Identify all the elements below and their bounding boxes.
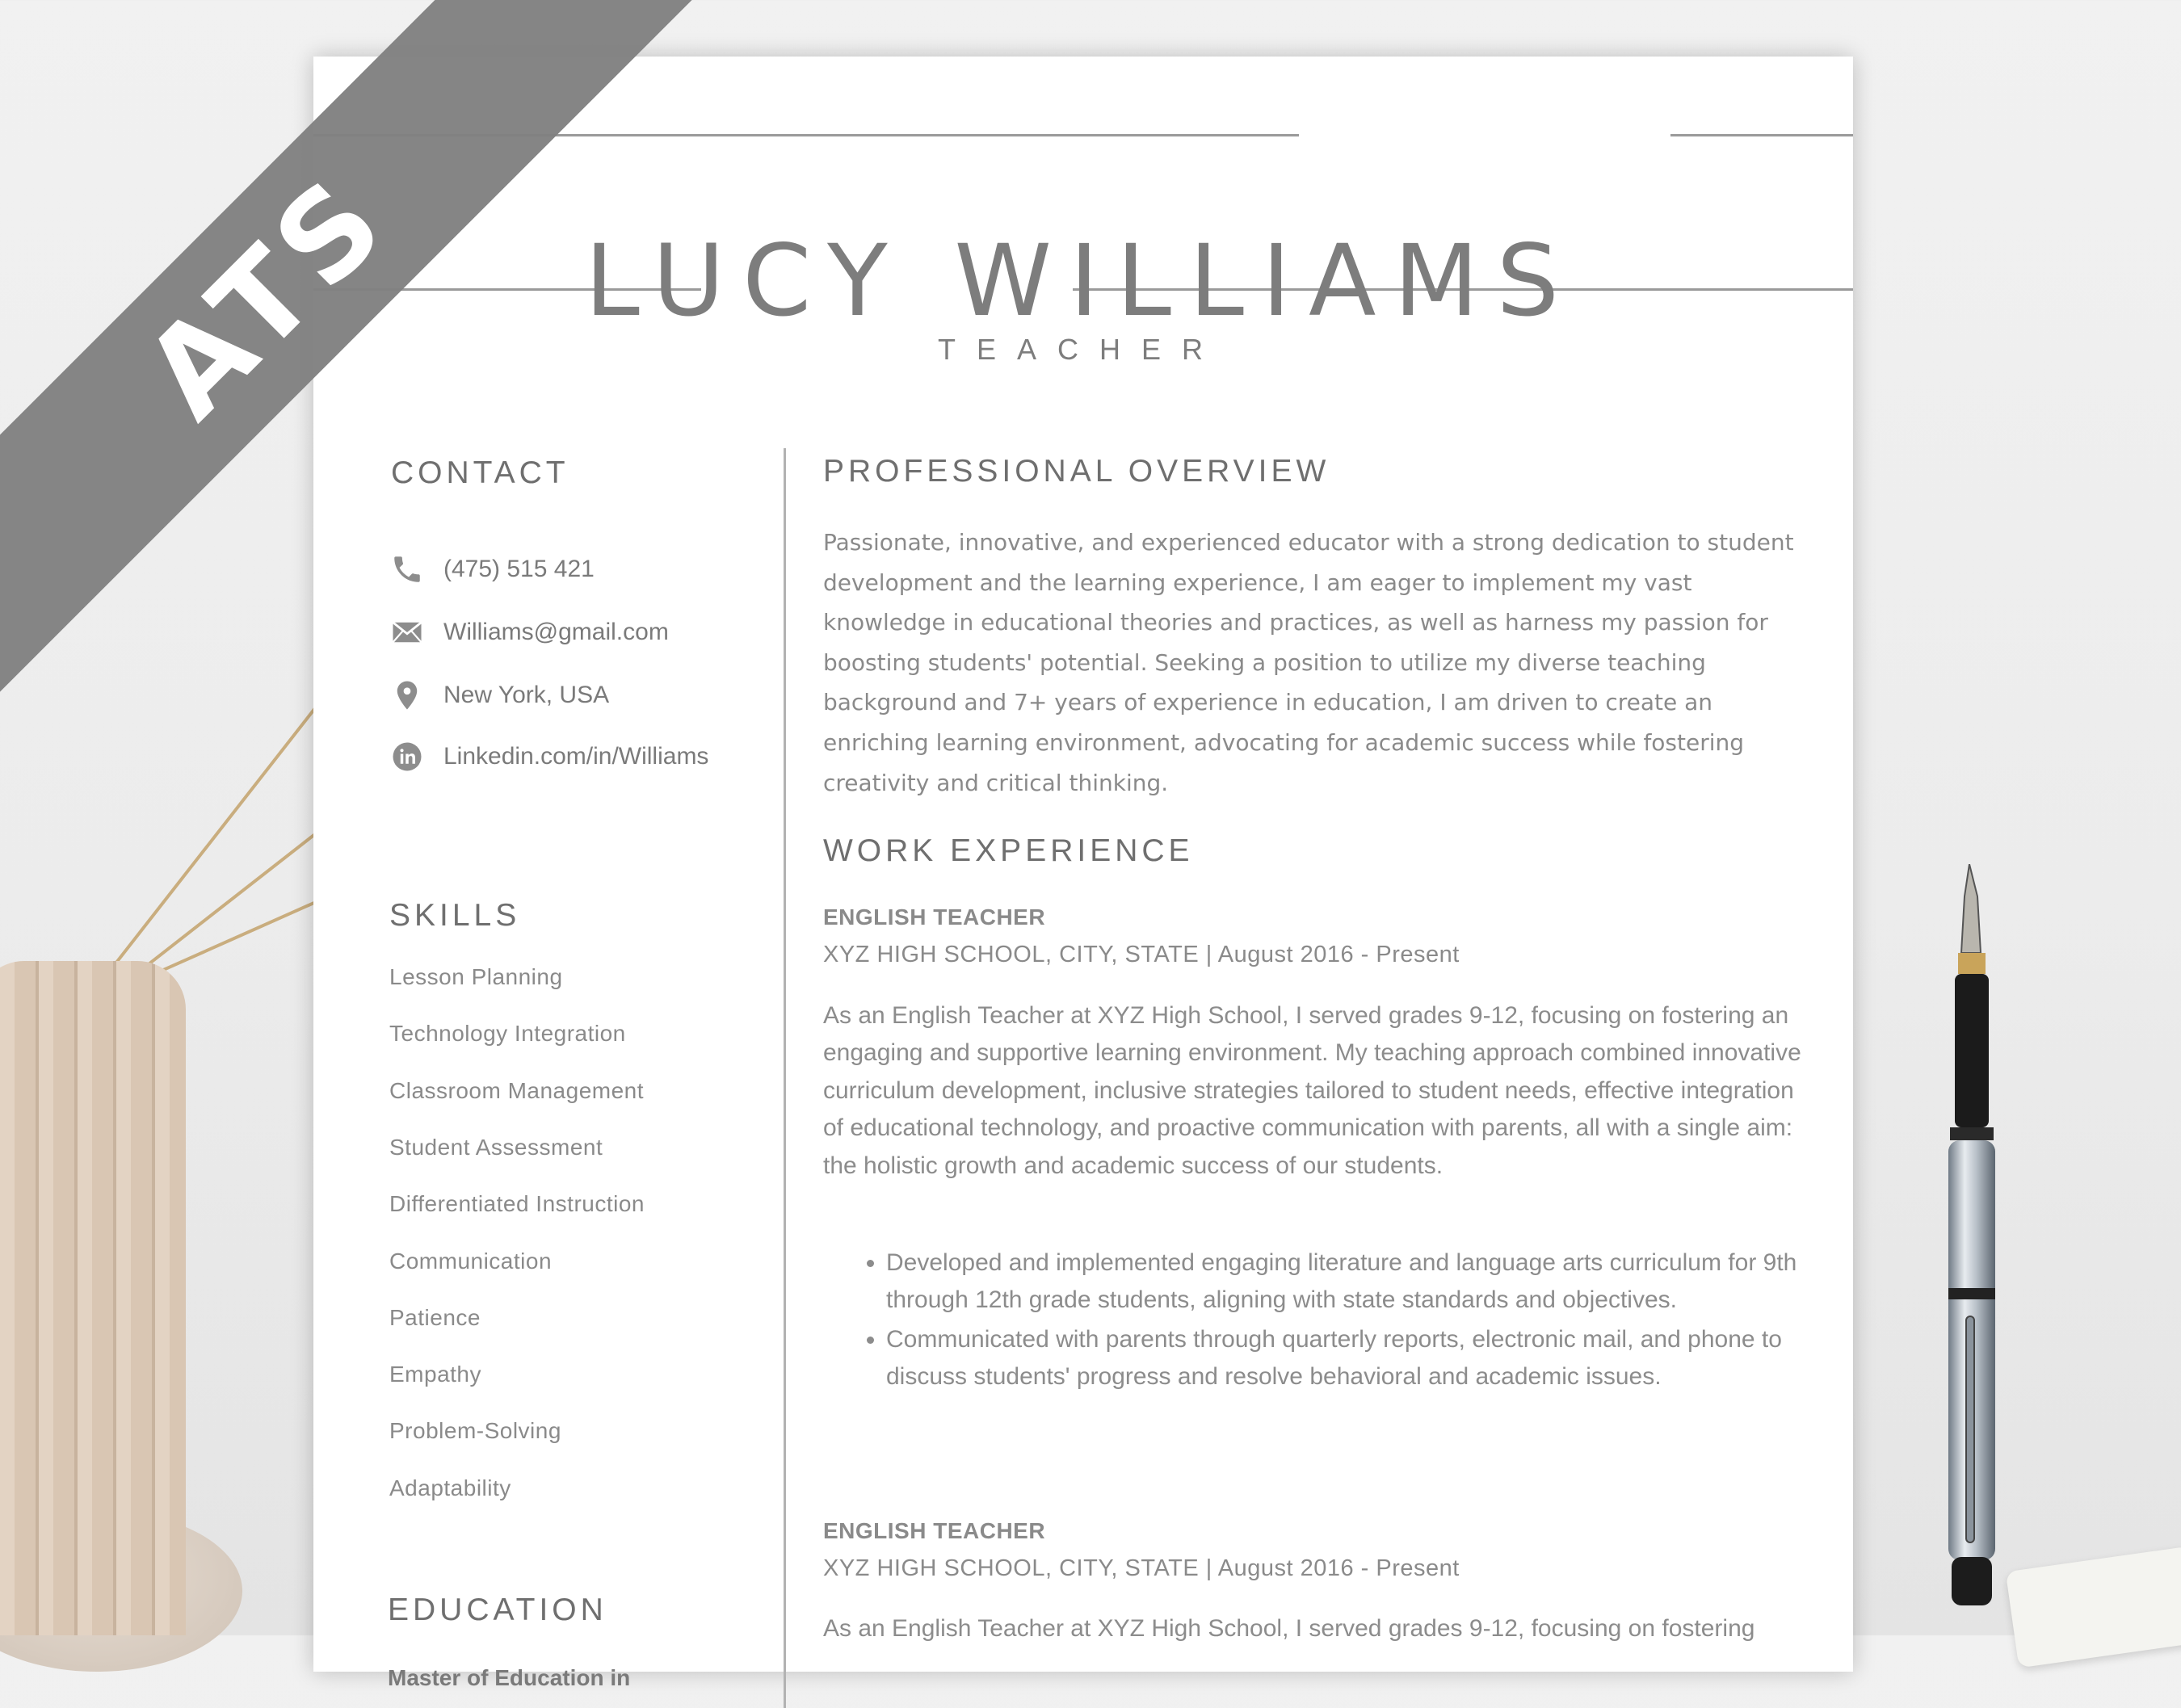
- skill-item: Communication: [389, 1248, 553, 1274]
- skill-item: Adaptability: [389, 1475, 511, 1500]
- education-degree: Master of Education in: [388, 1665, 631, 1690]
- resume-role: TEACHER: [937, 333, 1225, 366]
- skill-item: Empathy: [389, 1362, 481, 1387]
- contact-email: [390, 612, 669, 653]
- overview-text: Passionate, innovative, and experienced educator with a strong dedication to student development and the learning experience, I am eager to implement my vast knowledge in educational theories and practices, as well as harness my passion for boosting students' potential. Seeking a position to utilize my diverse teaching background and 7+ years of experience in education, I am driven to create an enriching learning environment, advocating for academic success while fostering creativity and critical thinking.: [823, 529, 1794, 796]
- job-meta: XYZ HIGH SCHOOL, CITY, STATE | August 2016 - Present: [823, 1555, 1460, 1581]
- vase: [0, 961, 186, 1635]
- phone-icon: [390, 552, 424, 586]
- job-bullet: • Developed and implemented engaging literature and language arts curriculum for 9th through 12th grade students, aligning with state standards and objectives.: [886, 1244, 1855, 1320]
- job-description: As an English Teacher at XYZ High School, I served grades 9-12, focusing on fostering an engaging and supportive learning environment. My teaching approach combined innovative curriculum development, inclusive strategies tailored to student needs, effective integration of educational technology, and proactive communication with parents, all with a single aim: the holistic growth and academic success of our students.: [823, 1002, 1801, 1179]
- contact-heading: CONTACT: [391, 455, 569, 490]
- skill-item: Technology Integration: [389, 1021, 626, 1046]
- skill-item: Classroom Management: [389, 1078, 645, 1103]
- contact-location-text: New York, USA: [443, 682, 610, 708]
- job-bullets: [851, 1244, 1855, 1398]
- contact-phone: [390, 549, 595, 590]
- pen-box: [2006, 1546, 2181, 1668]
- column-divider: [784, 448, 786, 1708]
- linkedin-icon: [390, 740, 424, 774]
- experience-heading: WORK EXPERIENCE: [823, 833, 1194, 868]
- job-description: As an English Teacher at XYZ High School, I served grades 9-12, focusing on fostering: [823, 1615, 1755, 1642]
- dried-stem: [111, 699, 323, 967]
- resume-page: [313, 57, 1853, 1690]
- job-bullet: • Communicated with parents through quarterly reports, electronic mail, and phone to discuss students' progress and resolve behavioral and academic issues.: [886, 1321, 1855, 1396]
- ats-banner-text: ATS: [118, 149, 415, 445]
- job-title: ENGLISH TEACHER: [823, 1518, 1046, 1543]
- skill-item: Patience: [389, 1305, 481, 1330]
- overview-heading: PROFESSIONAL OVERVIEW: [823, 454, 1330, 489]
- skill-item: Problem-Solving: [389, 1418, 561, 1443]
- contact-location: [390, 675, 609, 716]
- header-rule-top-right: [1670, 134, 1853, 136]
- mail-icon: [390, 615, 424, 649]
- contact-linkedin: [390, 736, 708, 777]
- skills-heading: SKILLS: [389, 898, 521, 933]
- skill-item: Differentiated Instruction: [389, 1191, 645, 1216]
- skill-item: Lesson Planning: [389, 964, 563, 989]
- skill-item: Student Assessment: [389, 1135, 603, 1160]
- job-title: ENGLISH TEACHER: [823, 904, 1046, 930]
- job-meta: XYZ HIGH SCHOOL, CITY, STATE | August 2016 - Present: [823, 942, 1460, 967]
- education-heading: EDUCATION: [388, 1593, 607, 1627]
- contact-linkedin-text: Linkedin.com/in/Williams: [443, 743, 709, 770]
- contact-email-text: Williams@gmail.com: [443, 619, 669, 645]
- resume-name: LUCY WILLIAMS: [584, 223, 1578, 338]
- fountain-pen-image: [1931, 864, 2011, 1607]
- location-pin-icon: [390, 678, 424, 712]
- contact-phone-text: (475) 515 421: [443, 556, 595, 582]
